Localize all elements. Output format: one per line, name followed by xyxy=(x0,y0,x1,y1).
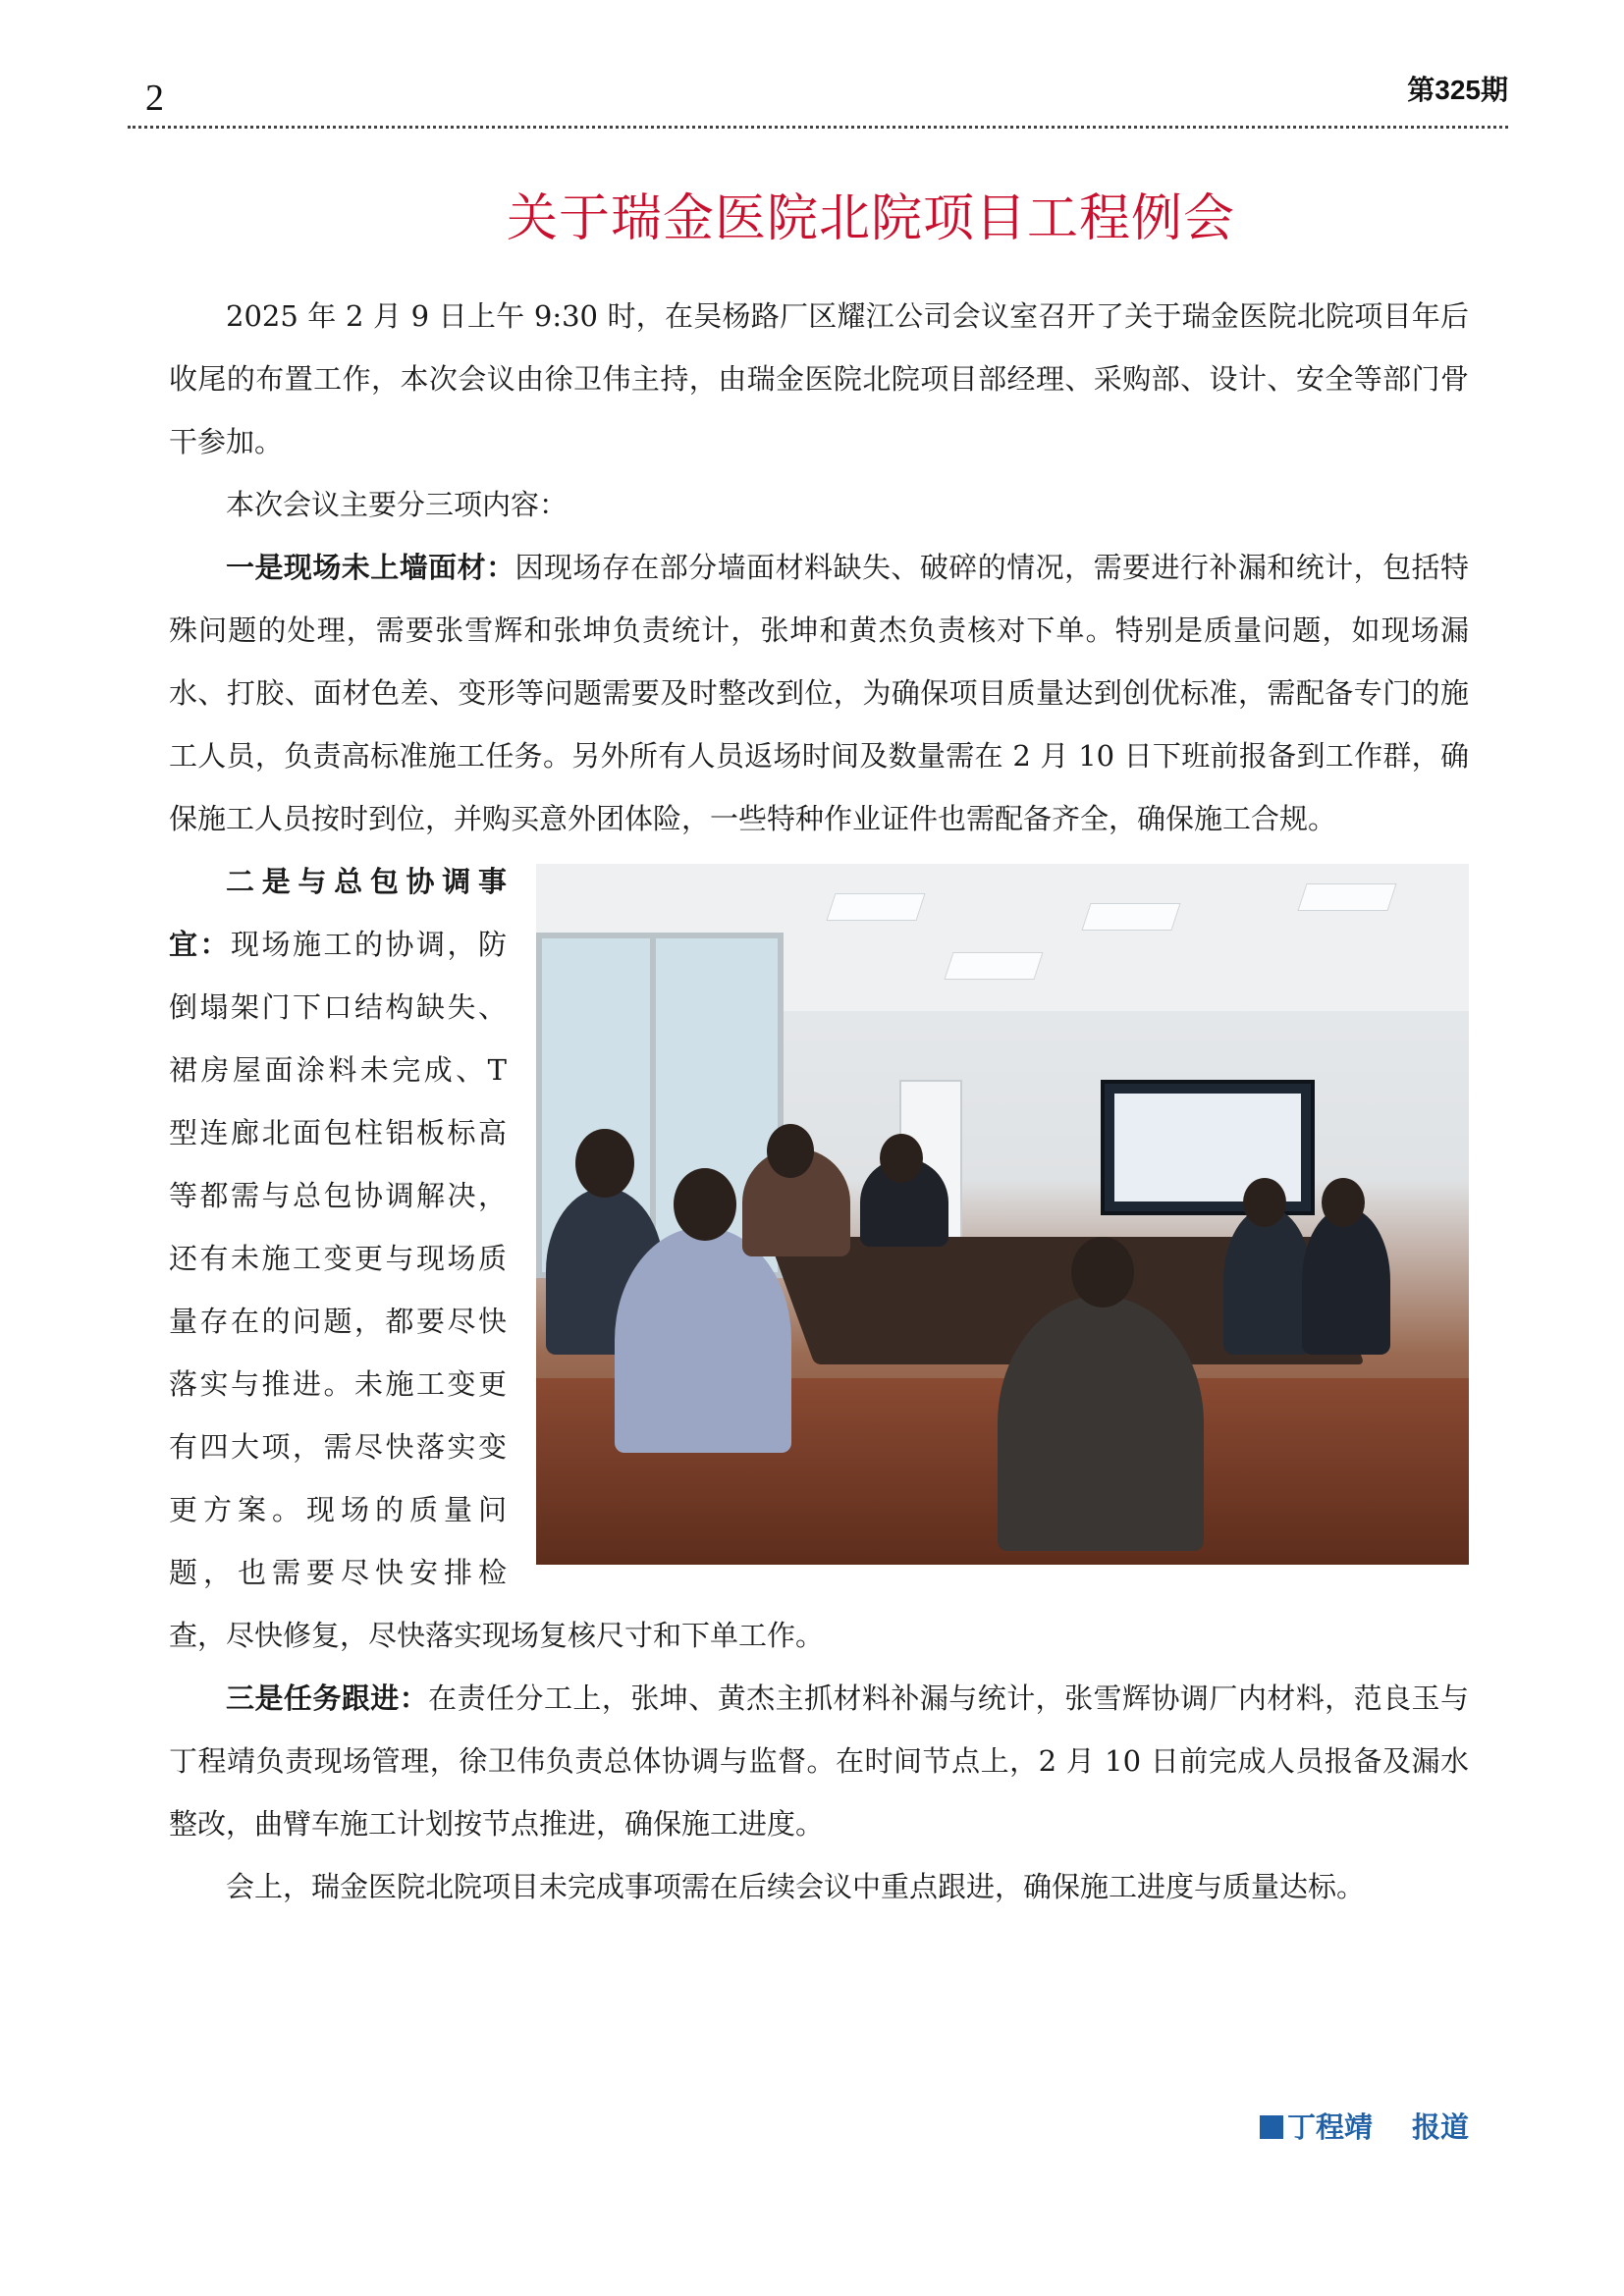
photo-ceiling-light xyxy=(1081,903,1180,931)
article-body xyxy=(169,285,1469,1918)
item2-text: 现场施工的协调，防倒塌架门下口结构缺失、裙房屋面涂料未完成、T 型连廊北面包柱铝板标高等都需与总包协调解决，还有未施工变更与现场质量存在的问题，都要尽快落实与推进。未施工变更有四大项，需尽快落实变更方案。现场的质量问题，也需要尽快安排检查，尽快修复，尽快落实现场复核尺寸和下单工作。 xyxy=(169,928,825,1652)
photo-ceiling-light xyxy=(1297,883,1396,911)
photo-person-head xyxy=(1243,1178,1286,1227)
intro-paragraph: 2025 年 2 月 9 日上午 9:30 时，在吴杨路厂区耀江公司会议室召开了关于瑞金医院北院项目年后收尾的布置工作，本次会议由徐卫伟主持，由瑞金医院北院项目部经理、采购部、设计、安全等部门骨干参加。 xyxy=(169,299,1469,458)
reporter-name: 丁程靖 xyxy=(1286,2110,1373,2144)
photo-person-head xyxy=(880,1134,923,1183)
summary-paragraph: 本次会议主要分三项内容： xyxy=(226,488,568,521)
meeting-photo xyxy=(536,864,1469,1565)
item3-paragraph xyxy=(169,1667,1469,1855)
issue-number: 第325期 xyxy=(1407,75,1508,105)
photo-person-head xyxy=(1071,1237,1134,1308)
photo-ceiling-light xyxy=(826,893,925,921)
photo-person-head xyxy=(575,1129,634,1198)
item1-paragraph xyxy=(169,536,1469,850)
byline xyxy=(1260,2106,1469,2146)
photo-person xyxy=(615,1227,791,1453)
header-divider xyxy=(128,126,1508,129)
article-title: 关于瑞金医院北院项目工程例会 xyxy=(506,189,1235,248)
item2-lead: 二是与总包协调事宜： xyxy=(169,865,507,961)
photo-ceiling-light xyxy=(944,952,1043,980)
item1-lead: 一是现场未上墙面材： xyxy=(226,551,515,584)
square-bullet-icon xyxy=(1260,2115,1283,2139)
report-label: 报道 xyxy=(1411,2110,1469,2144)
item1-text: 因现场存在部分墙面材料缺失、破碎的情况，需要进行补漏和统计，包括特殊问题的处理，需要张雪辉和张坤负责统计，张坤和黄杰负责核对下单。特别是质量问题，如现场漏水、打胶、面材色差、变形等问题需要及时整改到位，为确保项目质量达到创优标准，需配备专门的施工人员，负责高标准施工任务。另外所有人员返场时间及数量需在 2 月 10 日下班前报备到工作群，确保施工人员按时到位，并购买意外团体险，一些特种作业证件也需配备齐全，确保施工合规。 xyxy=(169,551,1469,835)
photo-person-head xyxy=(674,1168,736,1241)
photo-person-head xyxy=(1322,1178,1365,1227)
photo-person xyxy=(998,1296,1204,1551)
item3-lead: 三是任务跟进： xyxy=(226,1682,429,1715)
photo-person-head xyxy=(767,1124,814,1178)
closing-paragraph: 会上，瑞金医院北院项目未完成事项需在后续会议中重点跟进，确保施工进度与质量达标。 xyxy=(226,1870,1366,1903)
photo-person xyxy=(1302,1207,1390,1355)
item3-text: 在责任分工上，张坤、黄杰主抓材料补漏与统计，张雪辉协调厂内材料，范良玉与丁程靖负责现场管理，徐卫伟负责总体协调与监督。在时间节点上，2 月 10 日前完成人员报备及漏水整改，曲臂车施工计划按节点推进，确保施工进度。 xyxy=(169,1682,1469,1841)
page-number: 2 xyxy=(145,78,164,119)
photo-person xyxy=(1223,1207,1312,1355)
